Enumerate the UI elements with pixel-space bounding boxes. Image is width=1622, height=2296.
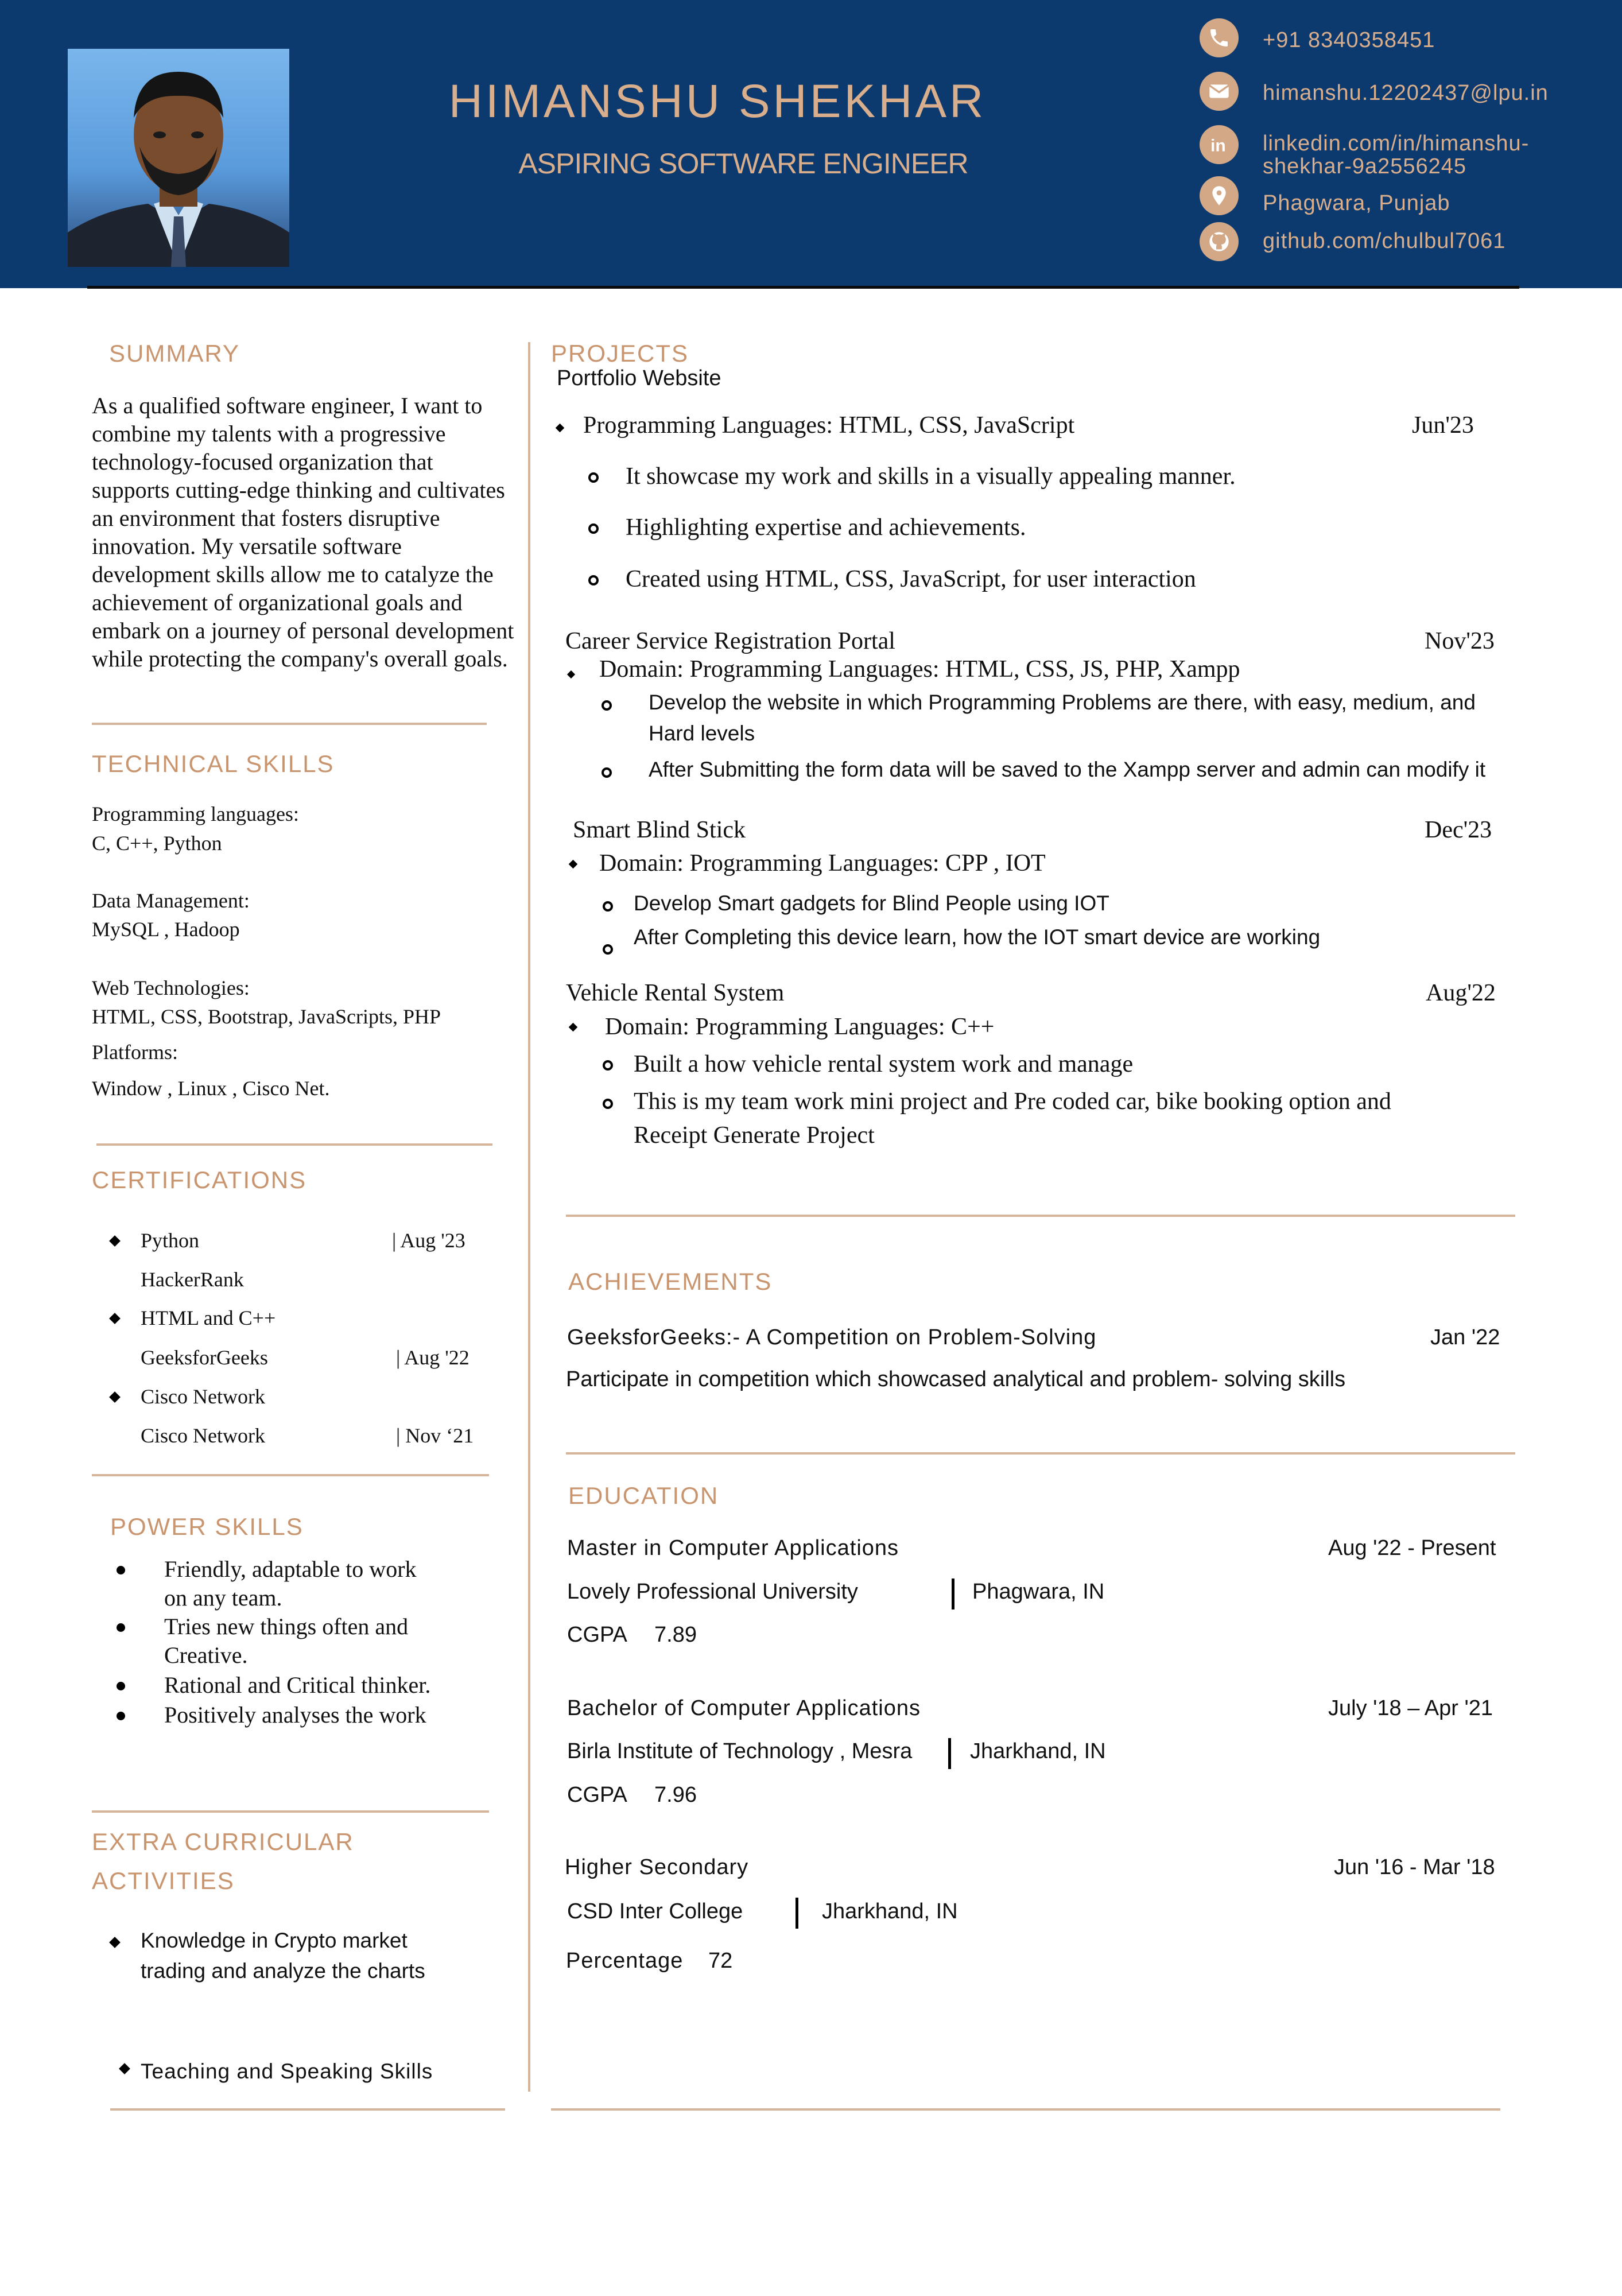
project-tech: Domain: Programming Languages: C++ — [605, 1014, 995, 1040]
candidate-name: HIMANSHU SHEKHAR — [448, 75, 987, 127]
phone-number[interactable]: +91 8340358451 — [1263, 28, 1435, 52]
extra-curricular-title: EXTRA CURRICULAR — [92, 1828, 354, 1855]
project-date: Aug'22 — [1426, 980, 1496, 1006]
extra-curricular-title-cont: ACTIVITIES — [92, 1867, 235, 1894]
diamond-bullet-icon — [109, 1313, 121, 1324]
education-date: Aug '22 - Present — [1328, 1536, 1496, 1560]
achievements-title: ACHIEVEMENTS — [568, 1268, 773, 1295]
location-pin-icon — [1200, 176, 1239, 215]
circle-bullet-icon — [588, 575, 599, 585]
project-point: Develop Smart gadgets for Blind People using IOT — [634, 891, 1109, 915]
section-divider — [96, 1143, 492, 1146]
circle-bullet-icon — [603, 1060, 613, 1071]
circle-bullet-icon — [603, 1099, 613, 1109]
education-degree: Master in Computer Applications — [567, 1536, 899, 1560]
education-school: CSD Inter College — [567, 1899, 743, 1923]
round-bullet-icon — [117, 1712, 125, 1720]
project-date: Dec'23 — [1425, 817, 1492, 843]
header-divider — [87, 286, 1519, 289]
power-skill-item-cont: on any team. — [164, 1585, 282, 1611]
education-degree: Bachelor of Computer Applications — [567, 1696, 921, 1720]
round-bullet-icon — [117, 1623, 125, 1632]
diamond-bullet-icon — [109, 1391, 121, 1403]
power-skill-item: Friendly, adaptable to work — [164, 1556, 417, 1582]
skill-label: Platforms: — [92, 1041, 178, 1064]
power-skill-item: Tries new things often and — [164, 1614, 409, 1639]
skill-value: HTML, CSS, Bootstrap, JavaScripts, PHP — [92, 1005, 441, 1028]
diamond-bullet-icon — [567, 670, 575, 678]
project-name: Vehicle Rental System — [566, 980, 785, 1006]
summary-title: SUMMARY — [109, 340, 240, 367]
diamond-bullet-icon — [569, 860, 578, 869]
section-divider — [566, 1215, 1515, 1217]
certification-date: | Nov ‘21 — [396, 1424, 474, 1447]
score-value: 72 — [708, 1949, 733, 1973]
certifications-title: CERTIFICATIONS — [92, 1166, 307, 1193]
section-divider — [110, 2108, 505, 2111]
project-date: Nov'23 — [1425, 628, 1495, 654]
power-skill-item: Positively analyses the work — [164, 1702, 426, 1728]
section-divider — [551, 2108, 1500, 2111]
activity-item: Teaching and Speaking Skills — [141, 2060, 433, 2083]
skill-label: Programming languages: — [92, 802, 299, 825]
education-school: Lovely Professional University — [567, 1580, 858, 1604]
education-degree: Higher Secondary — [565, 1855, 749, 1879]
diamond-bullet-icon — [556, 424, 565, 433]
github-icon — [1200, 222, 1239, 261]
project-point: Develop the website in which Programming Problems are there, with easy, medium, and — [649, 691, 1476, 714]
score-value: 7.89 — [654, 1623, 697, 1647]
education-place: Jharkhand, IN — [970, 1739, 1106, 1763]
diamond-bullet-icon — [569, 1023, 578, 1032]
linkedin-icon — [1200, 125, 1239, 164]
round-bullet-icon — [117, 1566, 125, 1574]
skill-value: MySQL , Hadoop — [92, 918, 240, 941]
circle-bullet-icon — [603, 901, 613, 912]
circle-bullet-icon — [603, 944, 613, 955]
diamond-bullet-icon — [119, 2063, 130, 2074]
linkedin-line-1: linkedin.com/in/himanshu- — [1263, 131, 1530, 156]
round-bullet-icon — [117, 1682, 125, 1690]
section-divider — [92, 1810, 489, 1813]
certification-name: Python — [141, 1229, 200, 1252]
achievement-name: GeeksforGeeks:- A Competition on Problem-Solving — [567, 1325, 1097, 1349]
certification-name: Cisco Network — [141, 1385, 265, 1408]
project-point-cont: Receipt Generate Project — [634, 1122, 875, 1149]
summary-text: As a qualified software engineer, I want to combine my talents with a progressive technology-focused organization that supports cutting-edge thinking and cultivates an environment that fosters disruptive innovation. My versatile software development skills allow me to catalyze the achievement of organizational goals and embark on a journey of personal development while protecting the company's overall goals. — [92, 393, 514, 672]
activity-item: Knowledge in Crypto market — [141, 1929, 408, 1952]
envelope-icon — [1200, 72, 1239, 111]
education-school: Birla Institute of Technology , Mesra — [567, 1739, 913, 1763]
separator — [948, 1738, 951, 1769]
education-place: Phagwara, IN — [972, 1580, 1105, 1604]
linkedin-line-2: shekhar-9a2556245 — [1263, 154, 1467, 179]
power-skills-title: POWER SKILLS — [110, 1513, 304, 1540]
section-divider — [92, 723, 487, 725]
diamond-bullet-icon — [109, 1937, 121, 1948]
project-name: Smart Blind Stick — [573, 817, 746, 843]
project-point: Created using HTML, CSS, JavaScript, for user interaction — [626, 566, 1196, 592]
linkedin-link[interactable] — [1263, 132, 1529, 178]
certification-date: | Aug '22 — [396, 1346, 469, 1369]
project-point: Highlighting expertise and achievements. — [626, 514, 1026, 541]
skill-label: Data Management: — [92, 889, 250, 912]
diamond-bullet-icon — [109, 1235, 121, 1247]
education-title: EDUCATION — [568, 1482, 719, 1509]
column-divider — [528, 342, 530, 2092]
power-skill-item-cont: Creative. — [164, 1642, 248, 1668]
certification-issuer: GeeksforGeeks — [141, 1346, 268, 1369]
circle-bullet-icon — [602, 767, 612, 778]
achievement-date: Jan '22 — [1430, 1325, 1500, 1349]
project-tech: Domain: Programming Languages: CPP , IOT — [599, 850, 1046, 876]
github-link[interactable]: github.com/chulbul7061 — [1263, 229, 1506, 253]
section-divider — [566, 1452, 1515, 1455]
location-text: Phagwara, Punjab — [1263, 191, 1450, 215]
profile-photo — [68, 49, 289, 267]
score-label: CGPA — [567, 1783, 627, 1807]
project-name: Career Service Registration Portal — [565, 628, 895, 654]
score-value: 7.96 — [654, 1783, 697, 1807]
project-point: Built a how vehicle rental system work and manage — [634, 1051, 1134, 1077]
circle-bullet-icon — [588, 523, 599, 534]
phone-icon — [1200, 18, 1239, 57]
project-point: After Completing this device learn, how the IOT smart device are working — [634, 925, 1321, 949]
education-date: Jun '16 - Mar '18 — [1334, 1855, 1495, 1879]
email-link[interactable]: himanshu.12202437@lpu.in — [1263, 81, 1549, 105]
skill-value: Window , Linux , Cisco Net. — [92, 1077, 330, 1100]
technical-skills-title: TECHNICAL SKILLS — [92, 750, 335, 777]
separator — [796, 1898, 798, 1929]
candidate-role: ASPIRING SOFTWARE ENGINEER — [518, 148, 968, 180]
achievement-description: Participate in competition which showcased analytical and problem- solving skills — [566, 1367, 1346, 1391]
certification-date: | Aug '23 — [392, 1229, 465, 1252]
projects-title: PROJECTS — [551, 340, 689, 367]
skill-value: C, C++, Python — [92, 832, 222, 855]
svg-text:in: in — [1210, 136, 1226, 156]
section-divider — [92, 1474, 489, 1476]
circle-bullet-icon — [588, 472, 599, 483]
certification-issuer: Cisco Network — [141, 1424, 265, 1447]
certification-name: HTML and C++ — [141, 1306, 276, 1329]
score-label: CGPA — [567, 1623, 627, 1647]
education-date: July '18 – Apr '21 — [1328, 1696, 1493, 1720]
certification-issuer: HackerRank — [141, 1268, 244, 1291]
project-point: After Submitting the form data will be saved to the Xampp server and admin can modify it — [649, 758, 1486, 781]
project-point: This is my team work mini project and Pre coded car, bike booking option and — [634, 1088, 1391, 1115]
project-name: Portfolio Website — [557, 366, 721, 390]
skill-label: Web Technologies: — [92, 976, 250, 999]
power-skill-item: Rational and Critical thinker. — [164, 1672, 431, 1698]
circle-bullet-icon — [602, 700, 612, 711]
education-place: Jharkhand, IN — [822, 1899, 958, 1923]
score-label: Percentage — [566, 1949, 684, 1973]
project-point-cont: Hard levels — [649, 722, 755, 745]
project-tech: Programming Languages: HTML, CSS, JavaScript — [583, 412, 1075, 439]
project-date: Jun'23 — [1412, 412, 1474, 439]
project-point: It showcase my work and skills in a visually appealing manner. — [626, 463, 1236, 490]
activity-item-cont: trading and analyze the charts — [141, 1959, 425, 1983]
project-tech: Domain: Programming Languages: HTML, CSS, JS, PHP, Xampp — [599, 656, 1240, 682]
separator — [952, 1578, 954, 1609]
